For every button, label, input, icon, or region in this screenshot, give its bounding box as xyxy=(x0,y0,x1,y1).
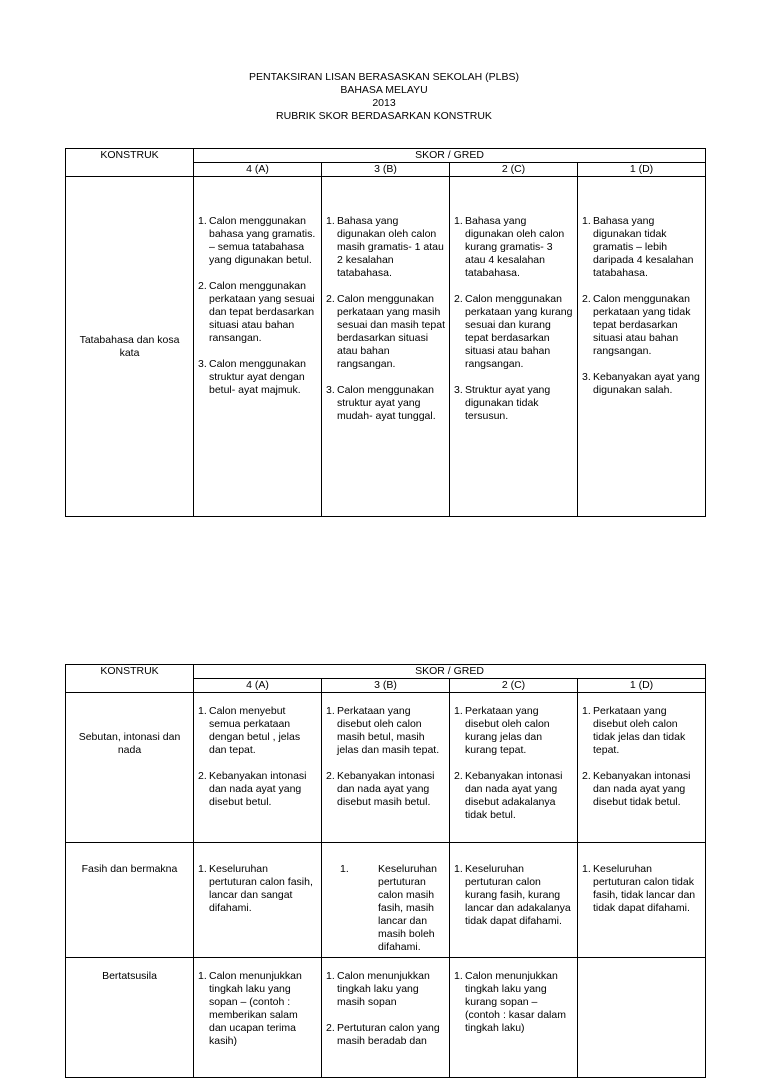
criteria-number: 2. xyxy=(326,1022,335,1034)
heading-line-2: BAHASA MELAYU xyxy=(340,84,428,96)
criteria-number: 1. xyxy=(198,215,207,227)
criteria-item xyxy=(582,215,701,280)
criteria-number: 2. xyxy=(582,293,591,305)
criteria-text: Kebanyakan intonasi dan nada ayat yang disebut betul. xyxy=(209,770,307,808)
criteria-item xyxy=(454,384,573,423)
skor-gred-header: SKOR / GRED xyxy=(194,149,706,163)
criteria-number: 1. xyxy=(454,215,463,227)
criteria-number: 1. xyxy=(454,705,463,717)
criteria-text: Calon menggunakan perkataan yang tidak tepat berdasarkan situasi atau bahan rangsangan. xyxy=(593,293,691,357)
criteria-text: Keseluruhan pertuturan calon kurang fasih, kurang lancar dan adakalanya tidak dapat difahami. xyxy=(465,863,571,927)
criteria-text: Calon menunjukkan tingkah laku yang masih sopan xyxy=(337,970,430,1008)
grade-header: 1 (D) xyxy=(578,679,706,693)
criteria-item xyxy=(326,705,445,757)
criteria-text: Kebanyakan intonasi dan nada ayat yang disebut tidak betul. xyxy=(593,770,691,808)
criteria-text: Perkataan yang disebut oleh calon masih betul, masih jelas dan masih tepat. xyxy=(337,705,440,756)
criteria-cell xyxy=(450,843,578,958)
criteria-item xyxy=(454,770,573,822)
criteria-text: Kebanyakan intonasi dan nada ayat yang disebut masih betul. xyxy=(337,770,435,808)
criteria-text: Calon menggunakan struktur ayat yang mudah- ayat tunggal. xyxy=(337,384,436,422)
criteria-cell xyxy=(322,958,450,1078)
criteria-item xyxy=(454,705,573,757)
criteria-item xyxy=(326,215,445,280)
criteria-item xyxy=(326,770,445,809)
criteria-number: 1. xyxy=(326,215,335,227)
criteria-number: 2. xyxy=(454,770,463,782)
criteria-item xyxy=(582,863,701,915)
criteria-number: 3. xyxy=(326,384,335,396)
criteria-item xyxy=(582,705,701,757)
document-heading xyxy=(0,71,768,123)
criteria-cell xyxy=(194,958,322,1078)
criteria-text: Calon menggunakan perkataan yang sesuai dan tepat berdasarkan situasi atau bahan ransangan. xyxy=(209,280,315,344)
criteria-number: 1. xyxy=(582,863,591,875)
criteria-cell xyxy=(194,177,322,517)
criteria-text: Kebanyakan ayat yang digunakan salah. xyxy=(593,371,700,396)
criteria-number: 3. xyxy=(454,384,463,396)
konstruk-cell: Tatabahasa dan kosa kata xyxy=(66,177,194,517)
criteria-item xyxy=(454,293,573,371)
criteria-item xyxy=(198,970,317,1048)
heading-line-1: PENTAKSIRAN LISAN BERASASKAN SEKOLAH (PLBS) xyxy=(249,71,519,83)
criteria-text: Perkataan yang disebut oleh calon tidak jelas dan tidak tepat. xyxy=(593,705,686,756)
criteria-number: 2. xyxy=(198,280,207,292)
grade-header: 3 (B) xyxy=(322,679,450,693)
criteria-text: Bahasa yang digunakan tidak gramatis – lebih daripada 4 kesalahan tatabahasa. xyxy=(593,215,694,279)
grade-header: 1 (D) xyxy=(578,163,706,177)
criteria-text: Calon menggunakan bahasa yang gramatis. – semua tatabahasa yang digunakan betul. xyxy=(209,215,316,266)
criteria-number: 1. xyxy=(198,970,207,982)
konstruk-cell: Sebutan, intonasi dan nada xyxy=(66,693,194,843)
heading-line-4: RUBRIK SKOR BERDASARKAN KONSTRUK xyxy=(276,110,492,122)
criteria-number: 2. xyxy=(326,293,335,305)
criteria-text: Calon menggunakan struktur ayat dengan betul- ayat majmuk. xyxy=(209,358,306,396)
criteria-item xyxy=(198,863,317,915)
criteria-number: 1. xyxy=(454,863,463,875)
criteria-item xyxy=(326,384,445,423)
criteria-cell xyxy=(450,958,578,1078)
table-row xyxy=(66,177,706,517)
criteria-item xyxy=(198,280,317,345)
criteria-number: 1. xyxy=(582,705,591,717)
criteria-cell xyxy=(578,693,706,843)
table-row xyxy=(66,958,706,1078)
criteria-number: 1. xyxy=(198,863,207,875)
criteria-item xyxy=(454,970,573,1035)
criteria-number: 2. xyxy=(454,293,463,305)
table-row xyxy=(66,693,706,843)
criteria-cell xyxy=(322,177,450,517)
criteria-cell xyxy=(578,177,706,517)
table-row xyxy=(66,843,706,958)
criteria-cell xyxy=(578,958,706,1078)
grade-header: 4 (A) xyxy=(194,163,322,177)
criteria-text: Calon menyebut semua perkataan dengan betul , jelas dan tepat. xyxy=(209,705,301,756)
criteria-cell xyxy=(194,843,322,958)
criteria-text: Calon menunjukkan tingkah laku yang kurang sopan – (contoh : kasar dalam tingkah laku) xyxy=(465,970,566,1034)
criteria-item xyxy=(582,371,701,397)
criteria-number: 3. xyxy=(582,371,591,383)
criteria-text: Calon menggunakan perkataan yang kurang sesuai dan kurang tepat berdasarkan situasi atau bahan rangsangan. xyxy=(465,293,573,370)
criteria-number: 1. xyxy=(454,970,463,982)
criteria-number: 1. xyxy=(340,863,349,875)
criteria-item xyxy=(198,358,317,397)
konstruk-cell: Bertatsusila xyxy=(66,958,194,1078)
criteria-cell xyxy=(322,843,450,958)
criteria-item xyxy=(198,215,317,267)
rubric-table-1 xyxy=(65,148,706,517)
criteria-item xyxy=(326,1022,445,1048)
criteria-cell xyxy=(450,693,578,843)
criteria-text: Calon menunjukkan tingkah laku yang sopan – (contoh : memberikan salam dan ucapan terima kasih) xyxy=(209,970,302,1047)
criteria-text: Struktur ayat yang digunakan tidak tersusun. xyxy=(465,384,551,422)
criteria-cell xyxy=(450,177,578,517)
criteria-text: Bahasa yang digunakan oleh calon masih gramatis- 1 atau 2 kesalahan tatabahasa. xyxy=(337,215,444,279)
criteria-number: 2. xyxy=(582,770,591,782)
criteria-text: Calon menggunakan perkataan yang masih sesuai dan masih tepat berdasarkan situasi atau bahan rangsangan. xyxy=(337,293,445,370)
grade-header: 2 (C) xyxy=(450,679,578,693)
grade-header: 3 (B) xyxy=(322,163,450,177)
criteria-text: Kebanyakan intonasi dan nada ayat yang disebut adakalanya tidak betul. xyxy=(465,770,563,821)
criteria-cell xyxy=(578,843,706,958)
konstruk-header: KONSTRUK xyxy=(66,149,194,177)
konstruk-cell: Fasih dan bermakna xyxy=(66,843,194,958)
criteria-item xyxy=(454,863,573,928)
criteria-text: Keseluruhan pertuturan calon tidak fasih, tidak lancar dan tidak dapat difahami. xyxy=(593,863,696,914)
heading-line-3: 2013 xyxy=(372,97,396,109)
criteria-item xyxy=(326,970,445,1009)
criteria-text: Pertuturan calon yang masih beradab dan xyxy=(337,1022,440,1047)
criteria-number: 1. xyxy=(198,705,207,717)
criteria-item xyxy=(326,293,445,371)
criteria-item xyxy=(582,293,701,358)
criteria-text: Keseluruhan pertuturan calon fasih, lancar dan sangat difahami. xyxy=(209,863,313,914)
criteria-cell xyxy=(194,693,322,843)
criteria-item xyxy=(198,705,317,757)
criteria-item xyxy=(454,215,573,280)
rubric-table-2 xyxy=(65,664,706,1078)
criteria-number: 1. xyxy=(326,970,335,982)
criteria-text: Perkataan yang disebut oleh calon kurang jelas dan kurang tepat. xyxy=(465,705,550,756)
criteria-text: Bahasa yang digunakan oleh calon kurang gramatis- 3 atau 4 kesalahan tatabahasa. xyxy=(465,215,565,279)
criteria-cell xyxy=(322,693,450,843)
criteria-text: Keseluruhan pertuturan calon masih fasih, masih lancar dan masih boleh difahami. xyxy=(378,863,437,953)
konstruk-header: KONSTRUK xyxy=(66,665,194,693)
grade-header: 2 (C) xyxy=(450,163,578,177)
criteria-number: 3. xyxy=(198,358,207,370)
criteria-number: 1. xyxy=(326,705,335,717)
criteria-number: 2. xyxy=(326,770,335,782)
criteria-number: 1. xyxy=(582,215,591,227)
criteria-item xyxy=(326,863,445,954)
skor-gred-header: SKOR / GRED xyxy=(194,665,706,679)
criteria-item xyxy=(582,770,701,809)
grade-header: 4 (A) xyxy=(194,679,322,693)
criteria-item xyxy=(198,770,317,809)
criteria-number: 2. xyxy=(198,770,207,782)
